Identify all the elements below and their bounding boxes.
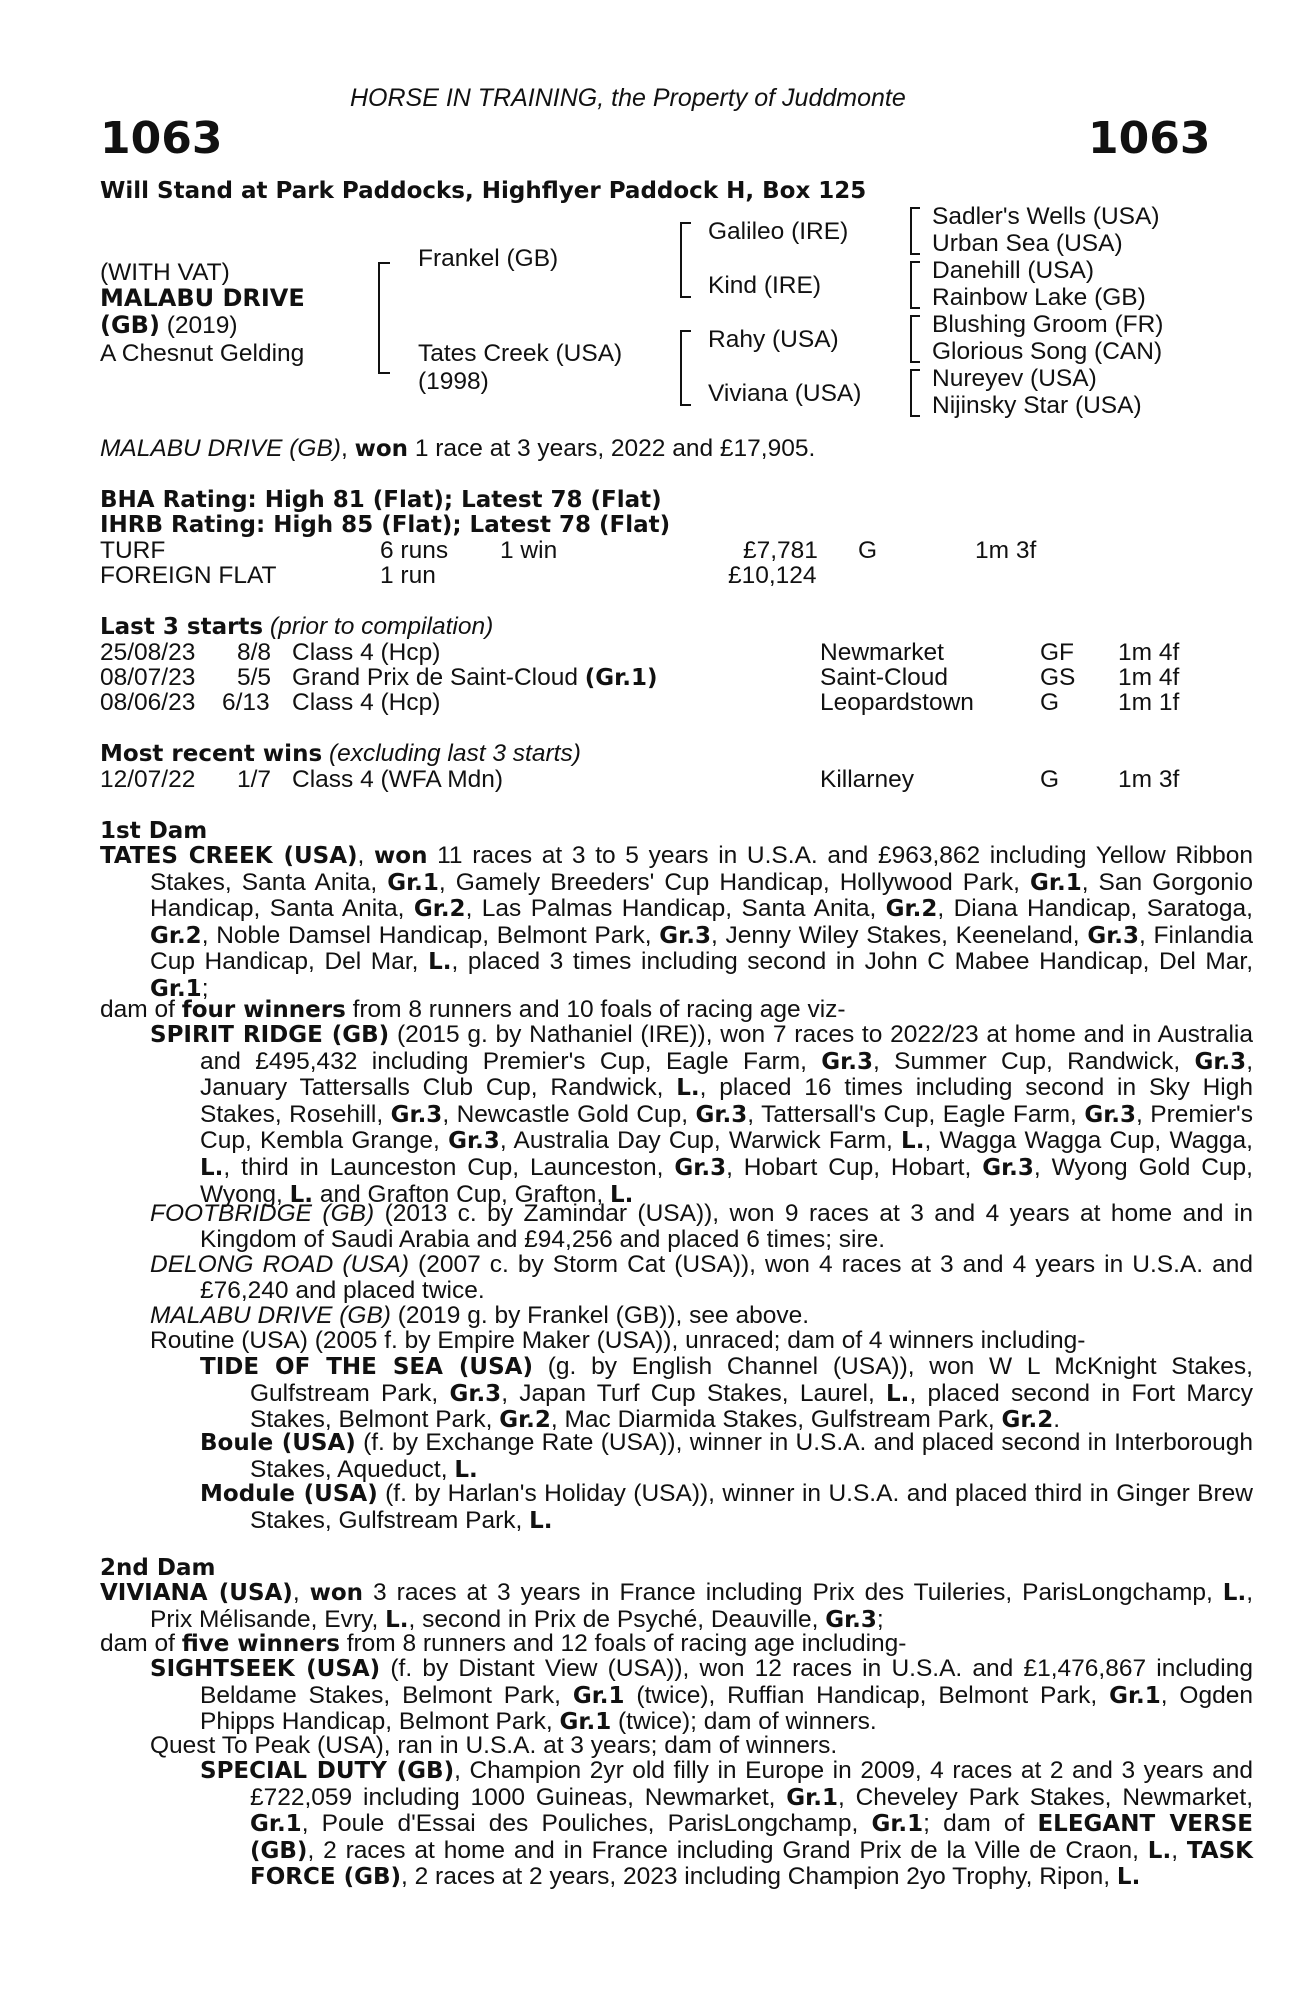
summary-won: won	[354, 436, 409, 462]
grade: Gr.3	[449, 1380, 502, 1407]
summary-horse-name: MALABU DRIVE (GB)	[100, 435, 341, 462]
grade: Gr.3	[825, 1606, 877, 1633]
win-pos: 1/7	[237, 766, 272, 793]
pedigree-brace-main	[378, 262, 390, 374]
text: , Prix Mélisande, Evry,	[150, 1579, 1254, 1633]
grade: Gr.1	[150, 975, 202, 1002]
pedigree-brace-g3c	[910, 315, 920, 363]
text: , Wagga Wagga Cup, Wagga,	[924, 1127, 1253, 1155]
win-date: 12/07/22	[100, 766, 196, 793]
grade: L.	[609, 1181, 634, 1208]
last3-race: Class 4 (Hcp)	[292, 639, 441, 666]
pedigree-g3-7: Nureyev (USA)	[932, 365, 1097, 392]
record-turf-going: G	[858, 537, 878, 564]
grade: Gr.1	[572, 1682, 625, 1709]
first-dam-name: TATES CREEK (USA)	[100, 843, 358, 869]
text: , Gamely Breeders' Cup Handicap, Hollywood Park,	[438, 868, 1031, 896]
text: , Japan Turf Cup Stakes, Laurel,	[501, 1379, 887, 1407]
produce-tide-of-the-sea	[200, 1354, 1253, 1434]
text: , Hobart Cup, Hobart,	[726, 1153, 983, 1181]
text: , third in Launceston Cup, Launceston,	[223, 1153, 675, 1181]
horse-year: (2019)	[159, 312, 238, 339]
grade: Gr.1	[1030, 869, 1082, 896]
text: 11 races at 3 to 5 years in U.S.A. and £963,862 including Yellow Ribbon Stakes, Santa Anita,	[150, 842, 1253, 896]
last3-dist: 1m 4f	[1118, 664, 1180, 691]
grade: L.	[1116, 1864, 1141, 1891]
text: , Tattersall's Cup, Eagle Farm,	[747, 1100, 1085, 1128]
text: (f. by Distant View (USA)), won 12 races in U.S.A. and £1,476,867 including Beldame Stakes, Belmont Park,	[200, 1655, 1253, 1709]
horse-country: (GB)	[100, 311, 160, 339]
record-foreign-runs: 1 run	[380, 562, 436, 589]
last3-going: G	[1040, 689, 1060, 716]
grade: L.	[289, 1181, 314, 1208]
second-dam-name: VIVIANA (USA)	[100, 1580, 293, 1606]
text: (2019 g. by Frankel (GB)), see above.	[390, 1302, 810, 1329]
recent-wins-heading	[100, 741, 581, 768]
horse-origin-year	[100, 313, 238, 339]
produce-routine: Routine (USA) (2005 f. by Empire Maker (USA)), unraced; dam of 4 winners including-	[150, 1327, 1086, 1354]
grade: Gr.3	[695, 1101, 748, 1128]
pedigree-g3-5: Blushing Groom (FR)	[932, 311, 1164, 338]
grade: L.	[385, 1606, 409, 1633]
grade: L.	[886, 1380, 910, 1407]
lot-number-left: 1063	[100, 113, 223, 164]
record-turf-wins: 1 win	[500, 537, 558, 564]
grade: Gr.1	[871, 1811, 924, 1838]
last3-dist: 1m 4f	[1118, 639, 1180, 666]
text: , Cheveley Park Stakes, Newmarket,	[837, 1783, 1254, 1811]
text: (f. by Harlan's Holiday (USA)), winner in U.S.A. and placed third in Ginger Brew Stakes, Gulfstream Park,	[250, 1480, 1253, 1534]
text: , 2 races at 2 years, 2023 including Champion 2yo Trophy, Ripon,	[401, 1863, 1117, 1891]
produce-module	[200, 1481, 1253, 1534]
first-dam-won: won	[374, 843, 428, 869]
text: , Diana Handicap, Saratoga,	[937, 895, 1253, 923]
last3-pos: 6/13	[222, 689, 270, 716]
grade: Gr.3	[674, 1154, 727, 1181]
record-turf-type: TURF	[100, 537, 166, 564]
pedigree-brace-sire	[680, 222, 691, 298]
text: , second in Prix de Psyché, Deauville,	[408, 1605, 826, 1633]
pedigree-g3-2: Urban Sea (USA)	[932, 230, 1123, 257]
last3-note: (prior to compilation)	[263, 613, 494, 640]
pedigree-brace-g3a	[910, 207, 920, 255]
grade: Gr.1	[559, 1709, 612, 1736]
text: from 8 runners and 12 foals of racing age including-	[339, 1630, 907, 1657]
text: , 2 races at home and in France including Grand Prix de la Ville de Craon,	[307, 1836, 1148, 1864]
last3-dist: 1m 1f	[1118, 689, 1180, 716]
grade: Gr.1	[786, 1784, 838, 1811]
vat-note: (WITH VAT)	[100, 259, 230, 286]
ihrb-rating: IHRB Rating: High 85 (Flat); Latest 78 (Flat)	[100, 512, 671, 538]
grade: L.	[428, 949, 452, 976]
last3-race-grade: (Gr.1)	[584, 665, 658, 691]
horse-name: MALABU DRIVE	[100, 284, 305, 312]
pedigree-sire-dam: Kind (IRE)	[708, 272, 822, 299]
produce-name: SPIRIT RIDGE (GB)	[150, 1022, 390, 1048]
grade: Gr.1	[250, 1811, 302, 1838]
produce-boule	[200, 1430, 1253, 1483]
text: (2015 g. by Nathaniel (IRE)), won 7 races to 2022/23 at home and in Australia and £495,432 including Premier's Cup, Eagle Farm,	[200, 1021, 1253, 1075]
last3-course: Saint-Cloud	[820, 664, 949, 691]
last3-race	[292, 665, 658, 692]
produce-special-duty	[200, 1758, 1253, 1891]
win-course: Killarney	[820, 766, 914, 793]
produce-name: TIDE OF THE SEA (USA)	[200, 1354, 533, 1380]
grade: Gr.3	[1194, 1048, 1247, 1075]
text: ,	[1171, 1836, 1187, 1864]
win-going: G	[1040, 766, 1060, 793]
last3-going: GS	[1040, 664, 1076, 691]
text: , January Tattersalls Club Cup, Randwick,	[200, 1047, 1253, 1102]
text: , Jenny Wiley Stakes, Keeneland,	[710, 921, 1088, 949]
produce-name: TASK FORCE (GB)	[250, 1837, 1253, 1891]
record-foreign-prize: £10,124	[728, 562, 817, 589]
grade: Gr.2	[885, 896, 938, 923]
text: , Mac Diarmida Stakes, Gulfstream Park,	[550, 1406, 1002, 1434]
lot-number-right: 1063	[1088, 113, 1211, 164]
record-turf-prize: £7,781	[743, 537, 818, 564]
grade: L.	[454, 1456, 478, 1483]
produce-footbridge	[150, 1201, 1253, 1252]
horse-description: A Chesnut Gelding	[100, 340, 305, 367]
grade: Gr.2	[499, 1407, 551, 1434]
record-turf-runs: 6 runs	[380, 537, 449, 564]
last3-course: Newmarket	[820, 639, 944, 666]
first-dam-record: TATES CREEK (USA), won 11 races at 3 to 5 years in U.S.A. and £963,862 including Yellow Ribbon Stakes, Santa Anita, Gr.1, Gamely Breeders' Cup Handicap, Hollywood Park, Gr.1, San Gorgonio Handicap, Santa Anita, Gr.2, Las Palmas Handicap, Santa Anita, Gr.2, Diana Handicap, Saratoga, Gr.2, Noble Damsel Handicap, Belmont Park, Gr.3, Jenny Wiley Stakes, Keeneland, Gr.3, Finlandia Cup Handicap, Del Mar, L., placed 3 times including second in John C Mabee Handicap, Del Mar, Gr.1;	[100, 842, 1254, 1002]
second-dam-won: won	[309, 1580, 364, 1606]
last3-race-name: Grand Prix de Saint-Cloud	[292, 664, 585, 691]
pedigree-sire-sire: Galileo (IRE)	[708, 218, 849, 245]
grade: Gr.3	[448, 1128, 500, 1155]
pedigree-brace-dam	[680, 330, 691, 406]
winners-count: four winners	[181, 997, 346, 1023]
first-dam-heading: 1st Dam	[100, 818, 208, 844]
summary-rest: 1 race at 3 years, 2022 and £17,905.	[408, 435, 816, 462]
text: , Las Palmas Handicap, Santa Anita,	[465, 895, 886, 923]
text: , Summer Cup, Randwick,	[872, 1047, 1195, 1075]
pedigree-dam-dam: Viviana (USA)	[708, 380, 862, 407]
pedigree-brace-g3d	[910, 369, 920, 417]
produce-name: SIGHTSEEK (USA)	[150, 1656, 381, 1682]
last3-race: Class 4 (Hcp)	[292, 689, 441, 716]
pedigree-g3-1: Sadler's Wells (USA)	[932, 203, 1160, 230]
pedigree-g3-3: Danehill (USA)	[932, 257, 1095, 284]
recent-wins-title: Most recent wins	[100, 741, 323, 767]
text: dam of	[100, 996, 182, 1023]
last3-course: Leopardstown	[820, 689, 974, 716]
winners-count: five winners	[181, 1631, 340, 1657]
produce-name: Module (USA)	[200, 1481, 378, 1507]
stand-location: Will Stand at Park Paddocks, Highflyer Paddock H, Box 125	[100, 178, 867, 204]
pedigree-brace-g3b	[910, 261, 920, 309]
pedigree-dam-year: (1998)	[418, 368, 489, 395]
text: , placed 3 times including second in John C Mabee Handicap, Del Mar,	[451, 948, 1254, 976]
second-dam-record: VIVIANA (USA), won 3 races at 3 years in France including Prix des Tuileries, ParisLongchamp, L., Prix Mélisande, Evry, L., second in Prix de Psyché, Deauville, Gr.3;	[100, 1579, 1254, 1633]
text: (2013 c. by Zamindar (USA)), won 9 races at 3 and 4 years at home and in Kingdom of Saudi Arabia and £94,256 and placed 6 times; sire.	[200, 1200, 1253, 1253]
text: , Finlandia Cup Handicap, Del Mar,	[150, 921, 1253, 976]
grade: L.	[529, 1507, 553, 1534]
win-race: Class 4 (WFA Mdn)	[292, 766, 504, 793]
second-dam-produce	[100, 1631, 906, 1658]
grade: Gr.3	[659, 922, 711, 949]
catalogue-subtitle: HORSE IN TRAINING, the Property of Juddmonte	[350, 84, 906, 112]
pedigree-g3-8: Nijinsky Star (USA)	[932, 392, 1142, 419]
text: , Premier's Cup, Kembla Grange,	[200, 1100, 1253, 1155]
text: , Australia Day Cup, Warwick Farm,	[499, 1127, 902, 1155]
grade: L.	[1222, 1580, 1247, 1606]
pedigree-g3-6: Glorious Song (CAN)	[932, 338, 1163, 365]
last3-going: GF	[1040, 639, 1075, 666]
grade: Gr.2	[1001, 1407, 1054, 1434]
text: (2007 c. by Storm Cat (USA)), won 4 races at 3 and 4 years in U.S.A. and £76,240 and placed twice.	[200, 1251, 1253, 1304]
grade: Gr.3	[821, 1048, 873, 1075]
grade: Gr.3	[1084, 1101, 1137, 1128]
grade: Gr.2	[150, 922, 202, 949]
produce-name: MALABU DRIVE (GB)	[150, 1302, 391, 1329]
pedigree-dam-sire: Rahy (USA)	[708, 326, 839, 353]
record-turf-dist: 1m 3f	[975, 537, 1037, 564]
text: , Champion 2yr old filly in Europe in 2009, 4 races at 2 and 3 years and £722,059 including 1000 Guineas, Newmarket,	[250, 1757, 1253, 1811]
grade: L.	[901, 1128, 925, 1155]
last3-date: 08/07/23	[100, 664, 196, 691]
second-dam-heading: 2nd Dam	[100, 1555, 216, 1581]
last3-title: Last 3 starts	[100, 614, 264, 640]
grade: Gr.3	[982, 1154, 1034, 1181]
last3-date: 25/08/23	[100, 639, 196, 666]
text: , Noble Damsel Handicap, Belmont Park,	[201, 921, 660, 949]
produce-name: ELEGANT VERSE (GB)	[250, 1811, 1253, 1864]
grade: L.	[200, 1154, 224, 1181]
grade: Gr.2	[413, 896, 466, 923]
race-summary: MALABU DRIVE (GB), won 1 race at 3 years, 2022 and £17,905.	[100, 435, 816, 462]
bha-rating: BHA Rating: High 81 (Flat); Latest 78 (Flat)	[100, 487, 662, 513]
text: , placed 16 times including second in Sky High Stakes, Rosehill,	[200, 1074, 1253, 1128]
pedigree-dam: Tates Creek (USA)	[418, 340, 623, 367]
last3-pos: 8/8	[237, 639, 272, 666]
produce-name: SPECIAL DUTY (GB)	[200, 1758, 455, 1784]
text: , San Gorgonio Handicap, Santa Anita,	[150, 868, 1253, 923]
text: 3 races at 3 years in France including Prix des Tuileries, ParisLongchamp,	[363, 1579, 1223, 1606]
recent-wins-note: (excluding last 3 starts)	[322, 740, 581, 767]
produce-spirit-ridge	[150, 1022, 1253, 1208]
win-dist: 1m 3f	[1118, 766, 1180, 793]
text: , placed second in Fort Marcy Stakes, Belmont Park,	[250, 1379, 1254, 1434]
text: dam of	[100, 1630, 182, 1657]
produce-name: FOOTBRIDGE (GB)	[150, 1200, 375, 1227]
pedigree-sire: Frankel (GB)	[418, 245, 559, 272]
text: , Newcastle Gold Cup,	[442, 1100, 696, 1128]
record-foreign-type: FOREIGN FLAT	[100, 562, 277, 589]
text: ;	[876, 1605, 884, 1633]
last3-heading	[100, 614, 493, 641]
grade: Gr.3	[1087, 922, 1140, 949]
text: , Ogden Phipps Handicap, Belmont Park,	[200, 1681, 1253, 1736]
text: (twice), Ruffian Handicap, Belmont Park,	[624, 1681, 1110, 1709]
grade: L.	[1147, 1837, 1172, 1864]
text: ; dam of	[923, 1810, 1038, 1838]
produce-name: Boule (USA)	[200, 1430, 356, 1456]
first-dam-produce	[100, 997, 846, 1024]
last3-date: 08/06/23	[100, 689, 196, 716]
produce-name: DELONG ROAD (USA)	[150, 1251, 410, 1278]
text: , Poule d'Essai des Pouliches, ParisLongchamp,	[301, 1810, 872, 1838]
text: from 8 runners and 10 foals of racing age viz-	[345, 996, 846, 1023]
text: ;	[201, 974, 209, 1002]
produce-delong-road	[150, 1252, 1253, 1303]
produce-quest-to-peak: Quest To Peak (USA), ran in U.S.A. at 3 years; dam of winners.	[150, 1732, 838, 1759]
text: and Grafton Cup, Grafton,	[313, 1180, 610, 1208]
last3-pos: 5/5	[237, 664, 272, 691]
grade: Gr.3	[390, 1101, 443, 1128]
text: , Wyong Gold Cup, Wyong,	[200, 1153, 1253, 1208]
text: (twice); dam of winners.	[611, 1708, 877, 1736]
text: (g. by English Channel (USA)), won W L McKnight Stakes, Gulfstream Park,	[250, 1353, 1253, 1407]
text: (f. by Exchange Rate (USA)), winner in U.S.A. and placed second in Interborough Stakes, Aqueduct,	[250, 1429, 1254, 1483]
grade: Gr.1	[387, 869, 439, 896]
pedigree-g3-4: Rainbow Lake (GB)	[932, 284, 1146, 311]
text: .	[1053, 1406, 1061, 1434]
produce-sightseek	[150, 1656, 1253, 1736]
grade: L.	[676, 1075, 700, 1102]
produce-malabu-drive	[150, 1303, 809, 1329]
grade: Gr.1	[1109, 1682, 1161, 1709]
